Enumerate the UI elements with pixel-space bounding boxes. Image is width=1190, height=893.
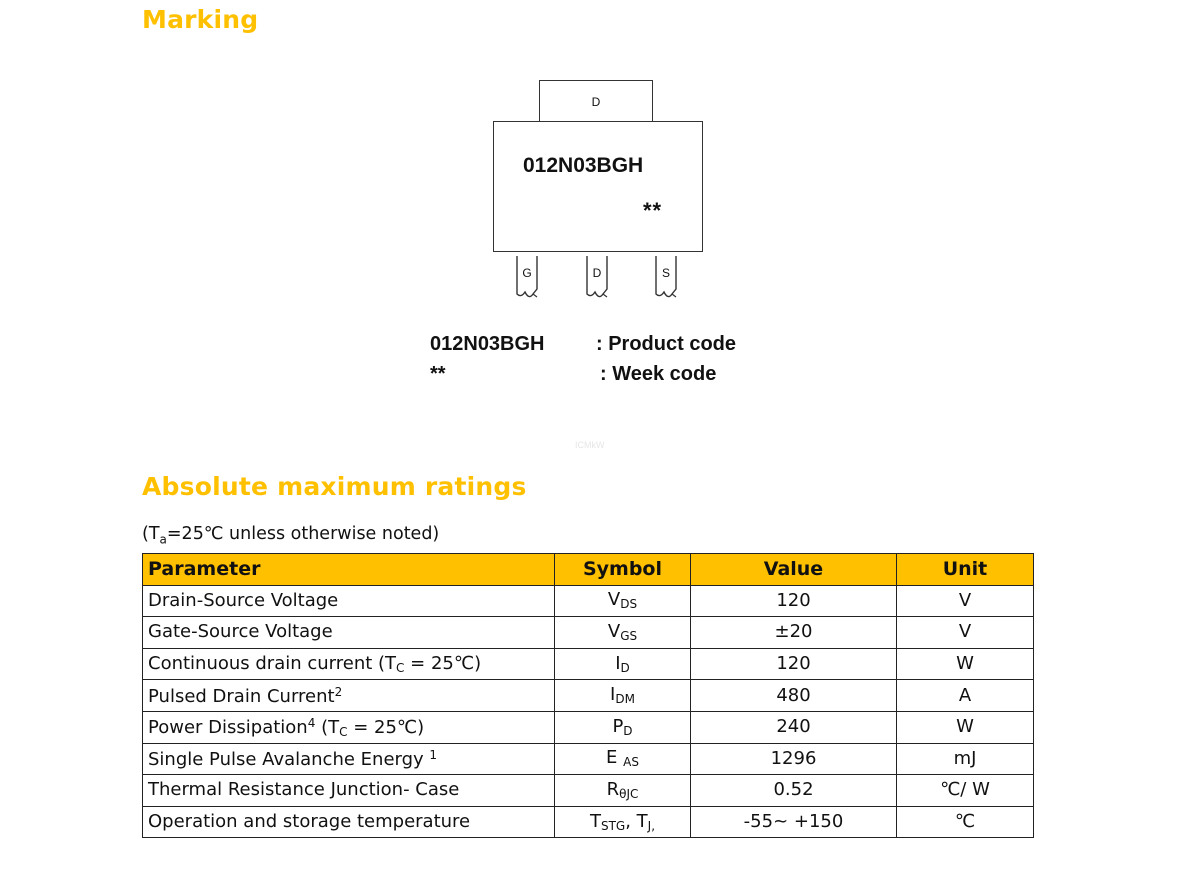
cell-value: 480	[691, 680, 897, 712]
header-value: Value	[691, 554, 897, 586]
ratings-heading: Absolute maximum ratings	[142, 472, 527, 501]
cell-symbol: E $_{AS}$	[555, 743, 691, 775]
package-body	[493, 121, 703, 252]
table-row	[143, 617, 1034, 649]
cell-parameter: Pulsed Drain Current$^2$	[143, 680, 555, 712]
legend-week-code-key: **	[430, 363, 446, 385]
cell-unit: V	[897, 585, 1034, 617]
pin-drain-label: D	[592, 266, 602, 280]
cell-value: -55~ +150	[691, 806, 897, 838]
cell-unit: W	[897, 711, 1034, 743]
drain-tab-label: D	[591, 95, 601, 109]
pin-gate	[515, 256, 539, 302]
pin-source	[654, 256, 678, 302]
cell-value: 120	[691, 648, 897, 680]
cell-symbol: $I_{DM}$	[555, 680, 691, 712]
cell-parameter: Operation and storage temperature	[143, 806, 555, 838]
cell-symbol: $V_{DS}$	[555, 585, 691, 617]
package-product-code: 012N03BGH	[523, 154, 644, 177]
cell-parameter: Gate-Source Voltage	[143, 617, 555, 649]
package-marking-diagram	[480, 78, 720, 310]
marking-heading: Marking	[142, 5, 259, 34]
cell-symbol: $P_D$	[555, 711, 691, 743]
ratings-conditions-note: ($T_a=25℃$ unless otherwise noted)	[142, 524, 440, 547]
cell-symbol: $I_D$	[555, 648, 691, 680]
cell-parameter: Power Dissipation$^4$ ($T_C$ = 25℃)	[143, 711, 555, 743]
cell-value: 120	[691, 585, 897, 617]
cell-symbol: $V_{GS}$	[555, 617, 691, 649]
table-row	[143, 648, 1034, 680]
cell-parameter: Continuous drain current ($T_C$ = 25℃)	[143, 648, 555, 680]
cell-symbol: $T_{STG}$, $T_{J,}$	[555, 806, 691, 838]
header-unit: Unit	[897, 554, 1034, 586]
legend-product-code-key: 012N03BGH	[430, 333, 545, 355]
legend-product-code-desc: : Product code	[596, 333, 737, 355]
cell-unit: A	[897, 680, 1034, 712]
table-header-row	[143, 554, 1034, 586]
cell-unit: W	[897, 648, 1034, 680]
pin-gate-label: G	[522, 266, 532, 280]
cell-symbol: $R_{\theta JC}$	[555, 775, 691, 807]
table-row	[143, 806, 1034, 838]
cell-parameter: Single Pulse Avalanche Energy $^1$	[143, 743, 555, 775]
pin-drain	[585, 256, 609, 302]
cell-value: 0.52	[691, 775, 897, 807]
cell-parameter: Thermal Resistance Junction- Case	[143, 775, 555, 807]
package-drain-tab	[539, 80, 653, 121]
watermark: ICMkW	[575, 440, 605, 450]
table-row	[143, 585, 1034, 617]
header-symbol: Symbol	[555, 554, 691, 586]
ratings-table	[142, 553, 1034, 838]
package-week-code: **	[643, 198, 663, 223]
table-row	[143, 711, 1034, 743]
cell-unit: ℃/ W	[897, 775, 1034, 807]
table-row	[143, 743, 1034, 775]
cell-unit: mJ	[897, 743, 1034, 775]
pin-source-label: S	[661, 266, 670, 280]
cell-value: 240	[691, 711, 897, 743]
cell-value: 1296	[691, 743, 897, 775]
table-row	[143, 680, 1034, 712]
cell-unit: V	[897, 617, 1034, 649]
table-row	[143, 775, 1034, 807]
legend-week-code-desc: : Week code	[600, 363, 717, 385]
cell-value: ±20	[691, 617, 897, 649]
cell-parameter: Drain-Source Voltage	[143, 585, 555, 617]
header-parameter: Parameter	[143, 554, 555, 586]
cell-unit: ℃	[897, 806, 1034, 838]
